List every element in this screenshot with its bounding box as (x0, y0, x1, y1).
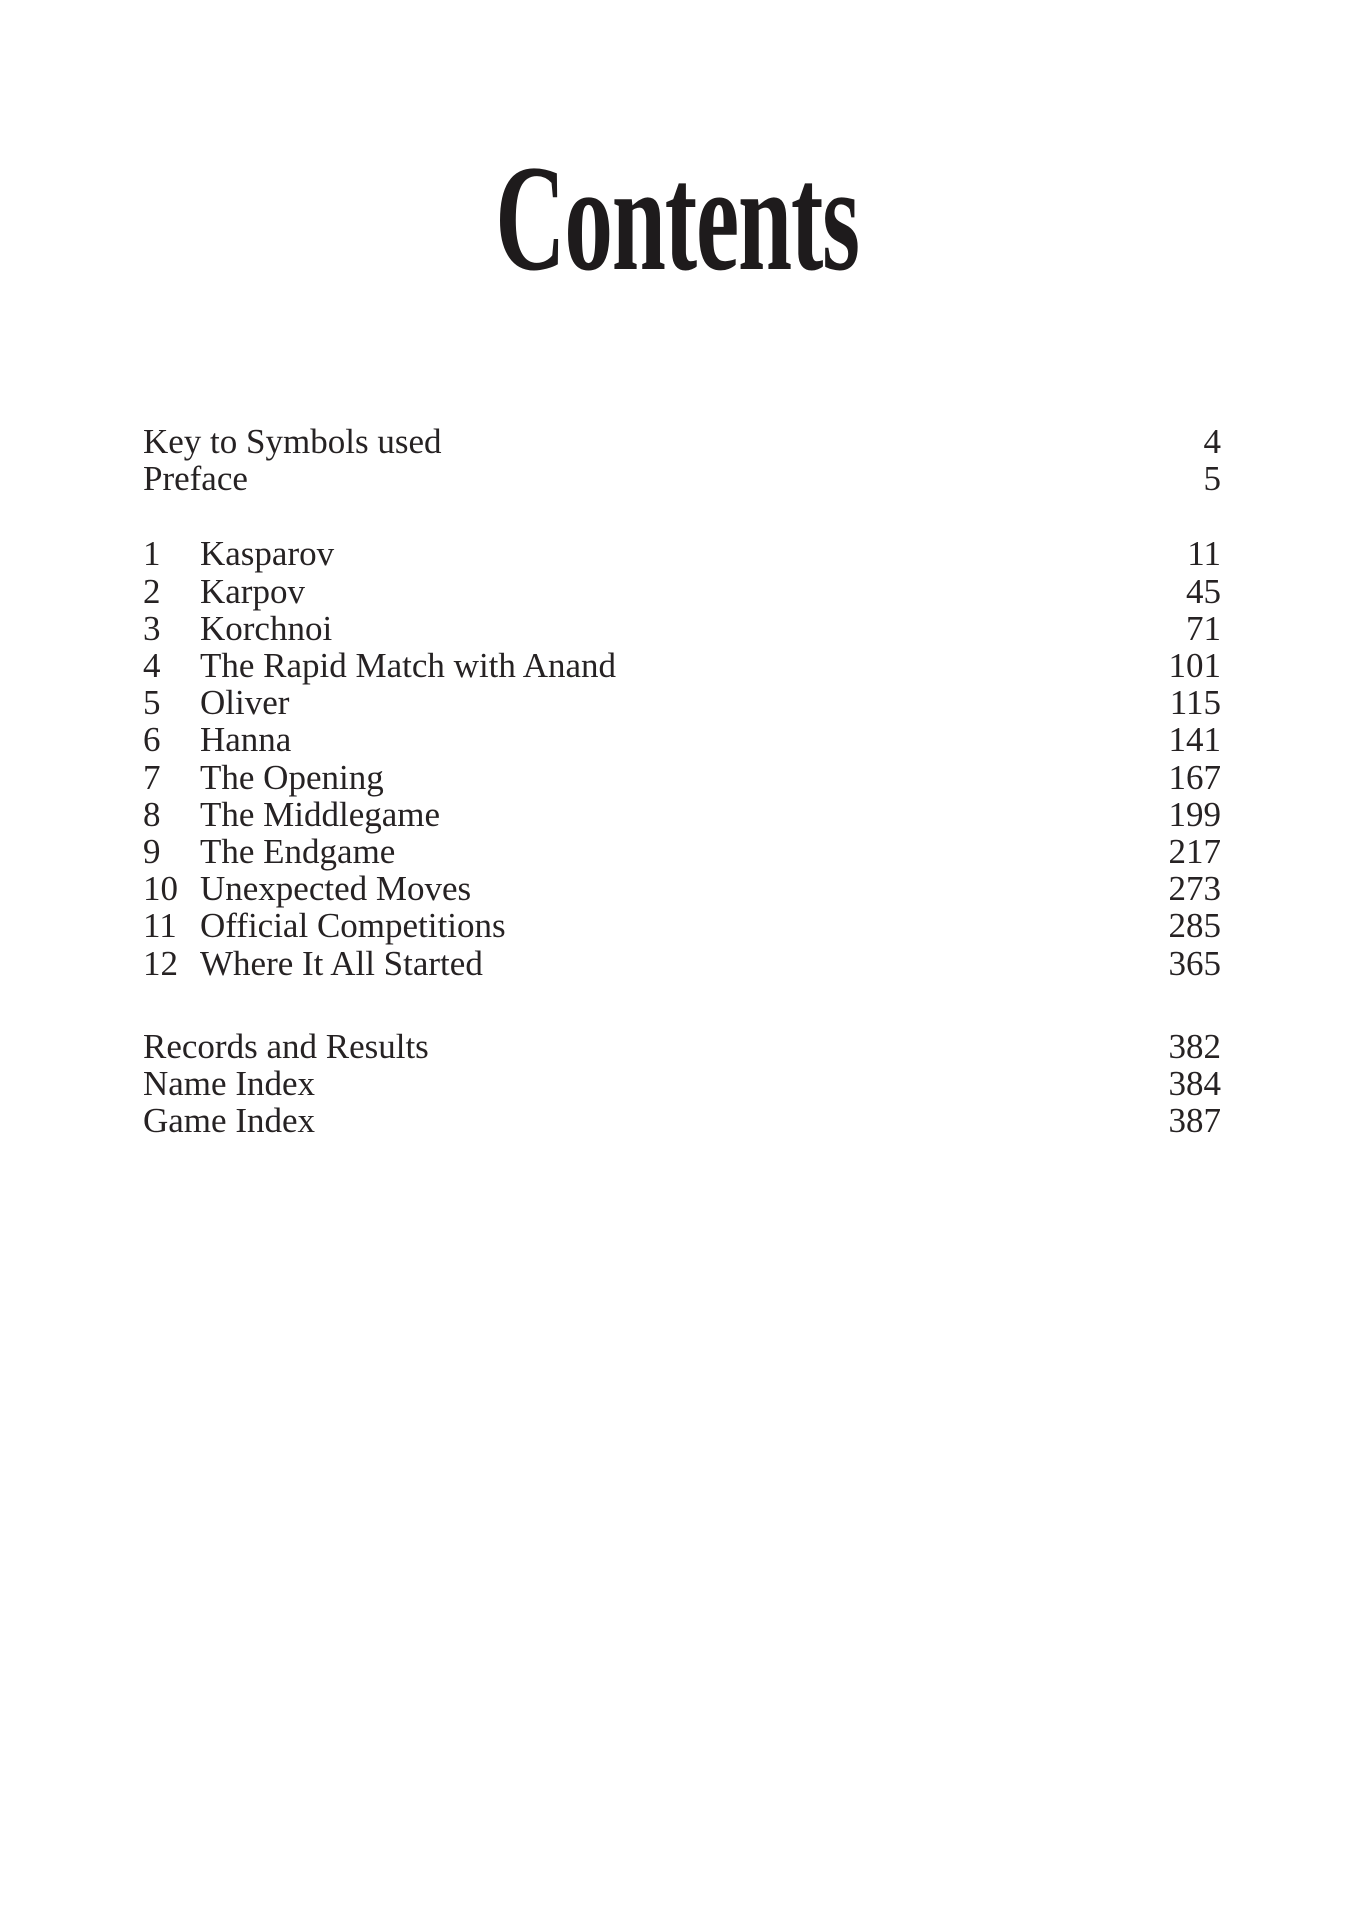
entry-label: Key to Symbols used (143, 422, 442, 461)
entry-label: Oliver (200, 683, 290, 723)
toc-entry-chapter (143, 870, 1221, 907)
chapter-number: 10 (143, 869, 178, 909)
entry-page: 45 (1186, 571, 1221, 611)
toc-entry-front (143, 460, 1221, 497)
chapter-number: 5 (143, 683, 161, 723)
entry-label: Records and Results (143, 1026, 429, 1066)
toc-entry-chapter (143, 721, 1221, 758)
entry-label: Name Index (143, 1064, 316, 1104)
entry-page: 11 (1187, 534, 1221, 574)
entry-page: 365 (1168, 943, 1221, 983)
entry-page: 285 (1168, 906, 1221, 946)
entry-page: 382 (1168, 1026, 1221, 1066)
chapter-number: 7 (143, 757, 161, 797)
chapter-number: 11 (143, 906, 177, 946)
toc-entry-chapter (143, 684, 1221, 721)
entry-label: Game Index (143, 1101, 316, 1141)
toc-entry-chapter (143, 796, 1221, 833)
entry-page: 4 (1203, 422, 1221, 461)
chapter-number: 6 (143, 720, 161, 760)
back-matter-section (143, 1028, 1221, 1140)
toc-entry-chapter (143, 647, 1221, 684)
entry-label: Karpov (200, 571, 305, 611)
entry-label: Kasparov (200, 534, 335, 574)
page-title-text: Contents (495, 134, 859, 302)
entry-page: 384 (1168, 1064, 1221, 1104)
entry-label: The Rapid Match with Anand (200, 646, 617, 686)
toc-entry-chapter (143, 573, 1221, 610)
entry-label: Hanna (200, 720, 292, 760)
toc-entry-chapter (143, 610, 1221, 647)
toc-entry-back (143, 1065, 1221, 1102)
chapter-number: 8 (143, 794, 161, 834)
entry-label: Unexpected Moves (200, 869, 472, 909)
chapter-number: 3 (143, 608, 161, 648)
toc-entry-front (143, 423, 1221, 460)
entry-page: 199 (1168, 794, 1221, 834)
chapter-number: 2 (143, 571, 161, 611)
page-title (0, 134, 1354, 302)
entry-label: Preface (143, 459, 248, 499)
chapter-number: 4 (143, 646, 161, 686)
entry-page: 167 (1168, 757, 1221, 797)
entry-label: The Opening (200, 757, 384, 797)
front-matter-section (143, 423, 1221, 497)
table-of-contents (143, 423, 1221, 1139)
entry-page: 5 (1203, 459, 1221, 499)
toc-entry-chapter (143, 759, 1221, 796)
entry-label: Korchnoi (200, 608, 333, 648)
toc-entry-back (143, 1102, 1221, 1139)
chapter-number: 1 (143, 534, 161, 574)
chapter-number: 12 (143, 943, 178, 983)
entry-page: 115 (1169, 683, 1221, 723)
chapter-number: 9 (143, 832, 161, 872)
entry-page: 387 (1168, 1101, 1221, 1141)
entry-page: 71 (1186, 608, 1221, 648)
toc-entry-chapter (143, 535, 1221, 572)
entry-label: Official Competitions (200, 906, 506, 946)
entry-page: 101 (1168, 646, 1221, 686)
chapters-section (143, 535, 1221, 981)
toc-entry-chapter (143, 945, 1221, 982)
entry-page: 273 (1168, 869, 1221, 909)
toc-entry-chapter (143, 833, 1221, 870)
entry-page: 141 (1168, 720, 1221, 760)
entry-label: Where It All Started (200, 943, 483, 983)
entry-page: 217 (1168, 832, 1221, 872)
entry-label: The Endgame (200, 832, 396, 872)
entry-label: The Middlegame (200, 794, 441, 834)
toc-entry-chapter (143, 907, 1221, 944)
toc-entry-back (143, 1028, 1221, 1065)
